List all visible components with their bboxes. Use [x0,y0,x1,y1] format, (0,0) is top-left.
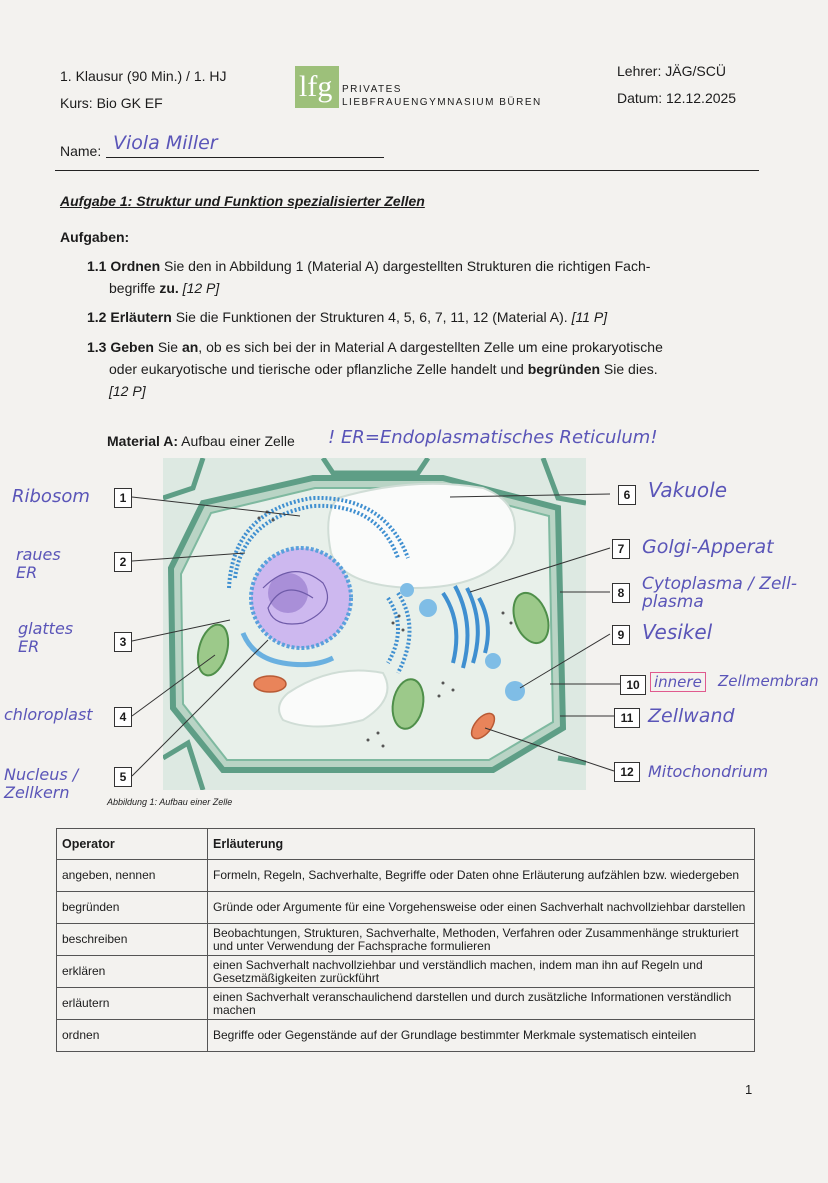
operator-cell: erklären [57,956,208,988]
label-box-4: 4 [114,707,132,727]
operator-cell: begründen [57,892,208,924]
answer-4: chloroplast [4,705,93,724]
table-row [57,860,755,892]
answer-5: Nucleus / Zellkern [4,765,79,802]
table-row [57,924,755,956]
description-cell: Formeln, Regeln, Sachverhalte, Begriffe oder Daten ohne Erläuterung aufzählen bzw. wiedergeben [208,860,755,892]
task-title: Aufgabe 1: Struktur und Funktion spezialisierter Zellen [60,193,425,209]
operator-cell: ordnen [57,1020,208,1052]
label-box-2: 2 [114,552,132,572]
label-box-12: 12 [614,762,640,782]
task-operator: an [181,339,199,355]
label-box-8: 8 [612,583,630,603]
answer-11: Zellwand [648,705,735,727]
task-operator: Erläutern [110,309,172,325]
material-label: Material A: [107,433,179,449]
answer-2: raues ER [16,545,61,582]
operator-table [56,828,755,1052]
name-label: Name: [60,143,102,159]
task-operator: Ordnen [110,258,161,274]
table-row [57,1020,755,1052]
task-operator: begründen [527,361,601,377]
task-points: [12 P] [109,383,146,399]
table-row [57,956,755,988]
table-row [57,988,755,1020]
label-box-6: 6 [618,485,636,505]
answer-10: Zellmembran [718,672,819,690]
er-annotation: ! ER=Endoplasmatisches Reticulum! [328,427,658,448]
task-text: Sie die Funktionen der Strukturen 4, 5, 6, 7, 11, 12 (Material A). [171,309,572,325]
label-box-5: 5 [114,767,132,787]
answer-9: Vesikel [642,620,713,644]
task-text: , ob es sich bei der in Material A dargestellten Zelle um eine prokaryotische [198,339,663,355]
task-text: Sie dies. [600,361,658,377]
teacher-label: Lehrer: JÄG/SCÜ [617,63,726,79]
operator-cell: angeben, nennen [57,860,208,892]
label-box-10: 10 [620,675,646,695]
answer-6: Vakuole [648,478,728,502]
label-box-3: 3 [114,632,132,652]
description-cell: Gründe oder Argumente für eine Vorgehensweise oder einen Sachverhalt nachvollziehbar darstellen [208,892,755,924]
page-number: 1 [745,1082,753,1097]
answer-7: Golgi-Apperat [642,536,774,558]
column-header: Erläuterung [208,829,755,860]
operator-cell: beschreiben [57,924,208,956]
label-box-1: 1 [114,488,132,508]
student-name: Viola Miller [113,132,218,154]
label-box-9: 9 [612,625,630,645]
task-subtitle: Aufgaben: [60,229,130,245]
column-header: Operator [57,829,208,860]
answer-1: Ribosom [12,486,90,507]
svg-text:lfg: lfg [299,70,333,103]
label-box-11: 11 [614,708,640,728]
task-operator: Geben [110,339,154,355]
answer-12: Mitochondrium [648,762,769,781]
school-name-line2: LIEBFRAUENGYMNASIUM BÜREN [342,97,542,108]
description-cell: Beobachtungen, Strukturen, Sachverhalte, Methoden, Verfahren oder Zusammenhänge strukturiert und unter Verwendung der Fachsprache formulieren [208,924,755,956]
table-header-row [57,829,755,860]
answer-8: Cytoplasma / Zell-plasma [642,574,797,612]
course-label: Kurs: Bio GK EF [60,95,163,111]
exam-title: 1. Klausur (90 Min.) / 1. HJ [60,68,227,84]
date-label: Datum: 12.12.2025 [617,90,737,106]
figure-caption: Abbildung 1: Aufbau einer Zelle [107,797,233,807]
task-points: [12 P] [178,280,220,296]
task-text: Sie den in Abbildung 1 (Material A) dargestellten Strukturen die richtigen Fach- [160,258,651,274]
task-number: 1.3 [87,339,107,355]
task-points: [11 P] [571,309,608,325]
table-row [57,892,755,924]
task-operator: zu. [159,280,179,296]
operator-cell: erläutern [57,988,208,1020]
task-text: oder eukaryotische und tierische oder pflanzliche Zelle handelt und [109,361,528,377]
task-text: Sie [153,339,182,355]
description-cell: einen Sachverhalt veranschaulichend darstellen und durch zusätzliche Informationen verständlich machen [208,988,755,1020]
school-name-line1: PRIVATES [342,84,402,95]
description-cell: einen Sachverhalt nachvollziehbar und verständlich machen, indem man ihn auf Regeln und Gesetzmäßigkeiten zurückführt [208,956,755,988]
answer-10-prefix: innere [650,672,706,692]
task-text: begriffe [109,280,160,296]
material-title: Aufbau einer Zelle [178,433,295,449]
task-number: 1.1 [87,258,107,274]
answer-3: glattes ER [18,619,74,656]
label-box-7: 7 [612,539,630,559]
task-number: 1.2 [87,309,107,325]
description-cell: Begriffe oder Gegenstände auf der Grundlage bestimmter Merkmale systematisch einteilen [208,1020,755,1052]
